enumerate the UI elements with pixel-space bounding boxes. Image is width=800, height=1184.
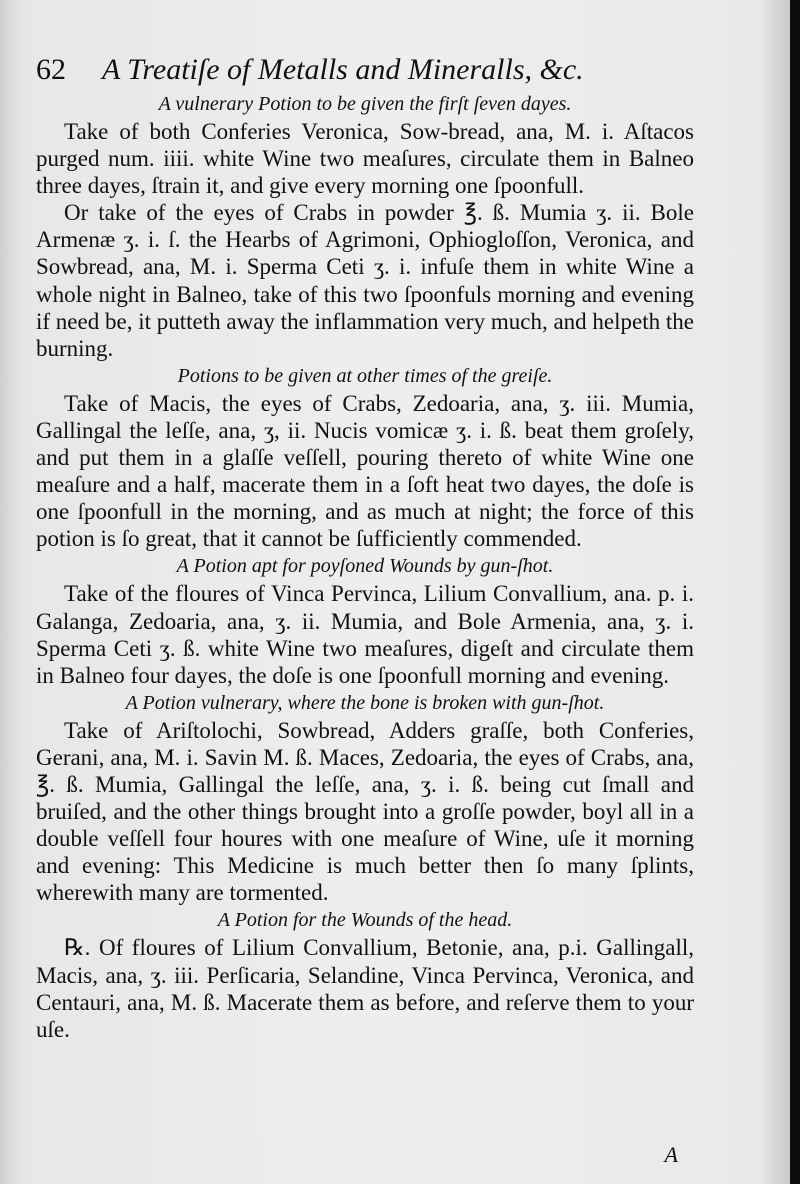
catchword: A xyxy=(664,1142,678,1167)
section-heading-5: A Potion for the Wounds of the head. xyxy=(217,909,513,932)
paragraph-3: Take of Macis, the eyes of Crabs, Zedoaria, ana, ʒ. iii. Mumia, Gallingal the leſſe, ana, ʒ, ii. Nucis vomicæ ʒ. i. ß. beat them groſely, and put them in a glaſſe veſſell, pouring thereto of white Wine one meaſure and a half, macerate them in a ſoft heat two dayes, the doſe is one ſpoonfull in the morning, and as much at night; the force of this potion is ſo great, that it cannot be ſufficiently commended. xyxy=(36,390,694,552)
paragraph-6: ℞. Of floures of Lilium Convallium, Betonie, ana, p.i. Gallingall, Macis, ana, ʒ. iii. Perſicaria, Selandine, Vinca Pervinca, Veronica, and Centauri, ana, M. ß. Macerate them as before, and reſerve them to your uſe. xyxy=(36,935,694,1042)
paragraph-4: Take of the floures of Vinca Pervinca, Lilium Convallium, ana. p. i. Galanga, Zedoaria, ana, ʒ. ii. Mumia, and Bole Armenia, ana, ʒ. i. Sperma Ceti ʒ. ß. white Wine two meaſures, digeſt and circulate them in Balneo four dayes, the doſe is one ſpoonfull morning and evening. xyxy=(36,581,694,688)
section-heading-1: A vulnerary Potion to be given the firſt ſeven dayes. xyxy=(158,93,572,115)
running-title: A Treatiſe of Metalls and Mineralls, &c. xyxy=(102,53,584,86)
page-header xyxy=(36,50,694,90)
paragraph-2: Or take of the eyes of Crabs in powder ℥. ß. Mumia ʒ. ii. Bole Armenæ ʒ. i. ſ. the Hearbs of Agrimoni, Ophiogloſſon, Veronica, and Sowbread, ana, M. i. Sperma Ceti ʒ. i. infuſe them in white Wine a whole night in Balneo, take of this two ſpoonfuls morning and evening if need be, it putteth away the inflammation very much, and helpeth the burning. xyxy=(36,200,694,361)
page-number: 62 xyxy=(36,53,66,86)
section-heading-4: A Potion vulnerary, where the bone is broken with gun-ſhot. xyxy=(125,691,605,714)
paragraph-1: Take of both Conferies Veronica, Sow-bread, ana, M. i. Aſtacos purged num. iiii. white Wine two meaſures, circulate them in Balneo three dayes, ſtrain it, and give every morning one ſpoonfull. xyxy=(36,119,694,199)
paragraph-5: Take of Ariſtolochi, Sowbread, Adders graſſe, both Conferies, Gerani, ana, M. i. Savin M. ß. Maces, Zedoaria, the eyes of Crabs, ana, ℥. ß. Mumia, Gallingal the leſſe, ana, ʒ. i. ß. being cut ſmall and bruiſed, and the other things brought into a groſſe powder, boyl all in a double veſſell four houres with one meaſure of Wine, uſe it morning and evening: This Medicine is much better then ſo many ſplints, wherewith many are tormented. xyxy=(36,717,694,906)
section-heading-2: Potions to be given at other times of the greiſe. xyxy=(177,364,553,387)
book-spine-shadow xyxy=(790,0,800,1184)
section-heading-3: A Potion apt for poyſoned Wounds by gun-ſhot. xyxy=(176,555,554,578)
